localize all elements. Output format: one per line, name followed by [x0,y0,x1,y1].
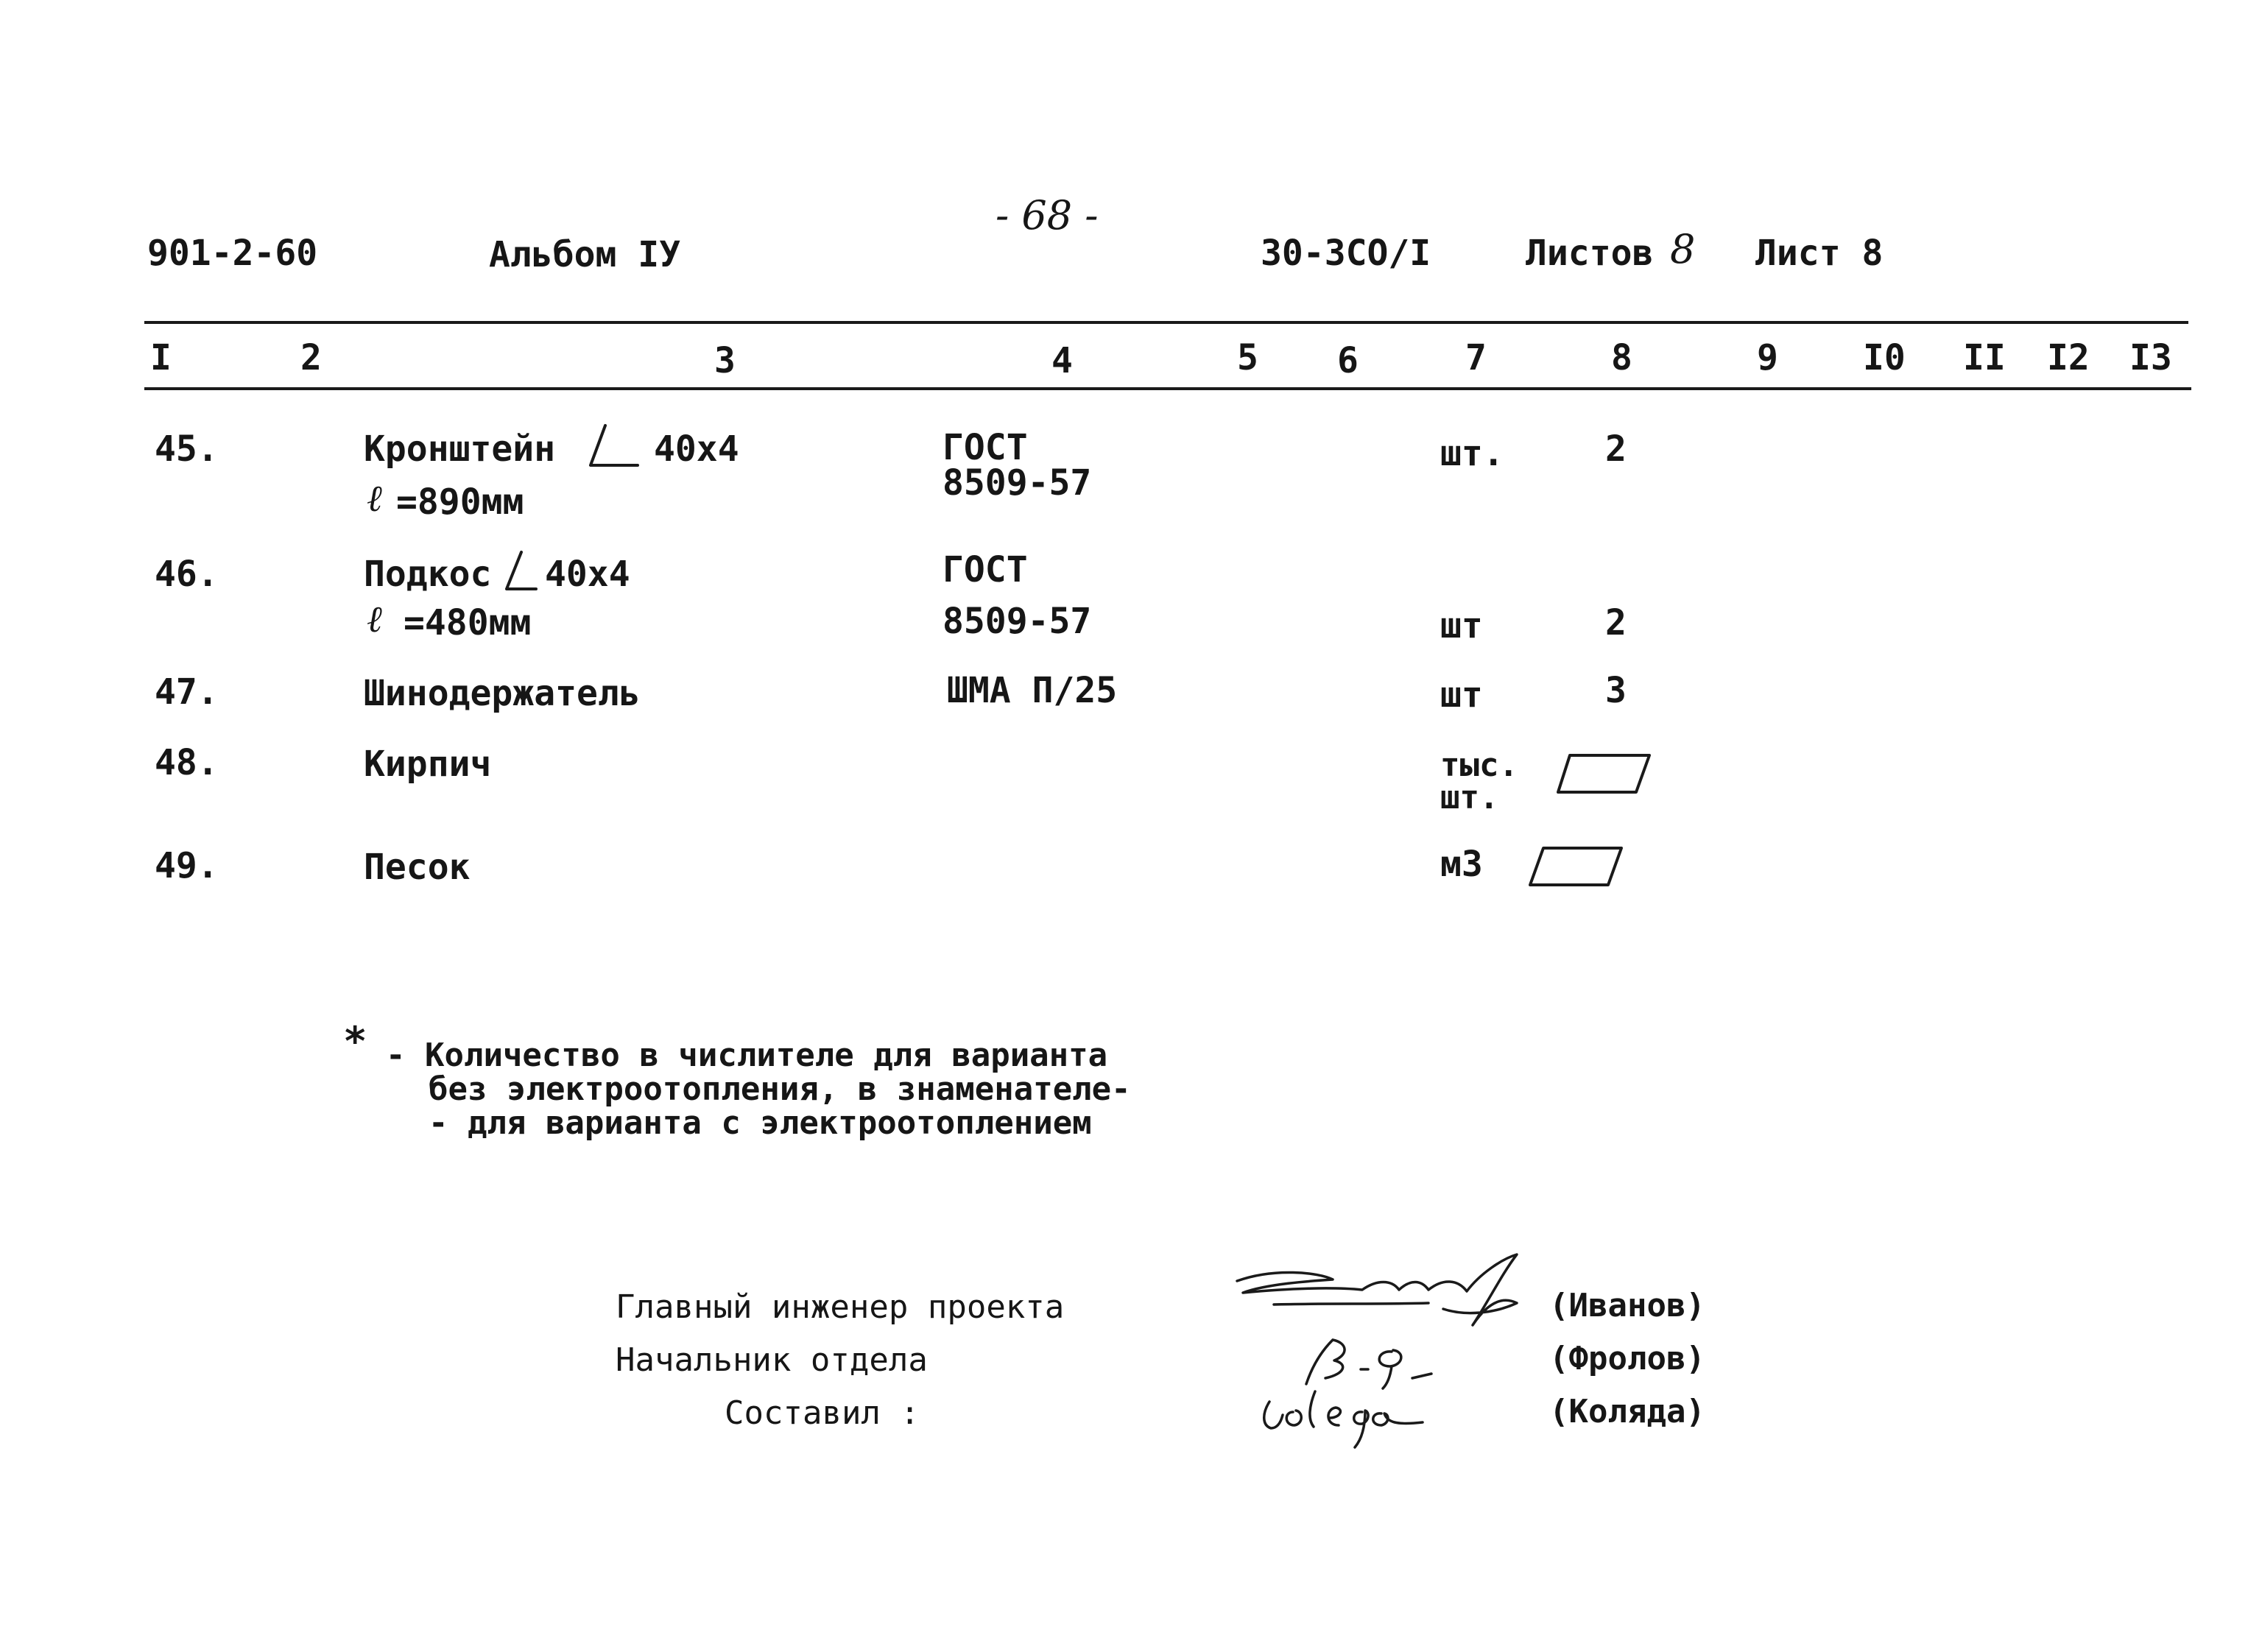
signature-name-frolov: (Фролов) [1549,1340,1705,1377]
table-header-rule [144,387,2191,390]
table-top-rule [144,321,2188,324]
col-header-8: 8 [1611,337,1632,378]
row-48-name: Кирпич [364,744,492,785]
document-code: 901-2-60 [147,233,318,274]
footnote-line-2: без электроотопления, в знаменателе- [429,1070,1131,1108]
row-46-number: 46. [155,554,219,595]
row-45-standard: ГОСТ [942,427,1028,468]
row-49-unit: м3 [1440,844,1483,885]
col-header-10: I0 [1863,337,1906,378]
sheet-label: Лист 8 [1755,233,1884,274]
col-header-9: 9 [1757,337,1778,378]
signature-name-kolyada: (Коляда) [1549,1393,1705,1430]
page-number: - 68 - [996,192,1099,239]
row-46-profile: 40х4 [545,554,630,595]
length-symbol: ℓ [367,598,382,640]
col-header-3: 3 [714,340,736,381]
length-symbol: ℓ [367,477,382,520]
col-header-12: I2 [2047,337,2090,378]
row-46-quantity: 2 [1605,602,1627,643]
row-45-name: Кронштейн [364,428,556,470]
col-header-11: II [1963,337,2006,378]
row-49-name: Песок [364,847,471,888]
row-46-unit: шт [1440,605,1483,646]
col-header-4: 4 [1051,340,1073,381]
row-47-name: Шинодержатель [364,673,641,714]
col-header-2: 2 [300,337,322,378]
signature-role-chief-engineer: Главный инженер проекта [616,1288,1065,1326]
row-45-profile: 40х4 [654,428,739,470]
col-header-7: 7 [1465,337,1487,378]
sheets-total: 8 [1670,226,1696,272]
row-45-standard-number: 8509-57 [942,462,1092,504]
footnote-line-3: - для варианта с электроотоплением [429,1104,1092,1142]
row-45-quantity: 2 [1605,428,1627,470]
blank-quantity-box [1524,842,1627,894]
row-45-number: 45. [155,428,219,470]
signature-role-department-head: Начальник отдела [616,1341,928,1379]
row-47-unit: шт [1440,674,1483,716]
row-49-number: 49. [155,845,219,886]
row-46-name: Подкос [364,554,492,595]
signature-role-compiler: Составил : [725,1394,920,1432]
col-header-13: I3 [2129,337,2172,378]
series-code: 30-3СО/I [1261,233,1431,274]
row-46-length: =480мм [404,602,532,643]
row-48-unit-bottom: шт. [1440,779,1499,816]
row-47-number: 47. [155,671,219,713]
col-header-1: I [150,337,172,378]
blank-quantity-box [1552,749,1655,801]
row-45-length: =890мм [396,481,524,523]
row-47-standard: ШМА П/25 [947,670,1118,711]
col-header-5: 5 [1237,337,1258,378]
row-47-quantity: 3 [1605,670,1627,711]
angle-profile-symbol [501,548,545,598]
footnote-line-1: - Количество в числителе для варианта [386,1037,1108,1074]
row-48-unit-top: тыс. [1440,746,1518,784]
footnote-mark: * [343,1018,367,1065]
handwritten-signature [1252,1377,1443,1450]
col-header-6: 6 [1337,340,1359,381]
row-46-standard: ГОСТ [942,549,1028,590]
row-46-standard-number: 8509-57 [942,601,1092,642]
angle-profile-symbol [586,421,645,473]
sheets-label: Листов [1526,233,1654,274]
row-45-unit: шт. [1440,433,1504,474]
row-48-number: 48. [155,742,219,783]
signature-name-ivanov: (Иванов) [1549,1287,1705,1324]
album-label: Альбом IУ [489,234,681,275]
